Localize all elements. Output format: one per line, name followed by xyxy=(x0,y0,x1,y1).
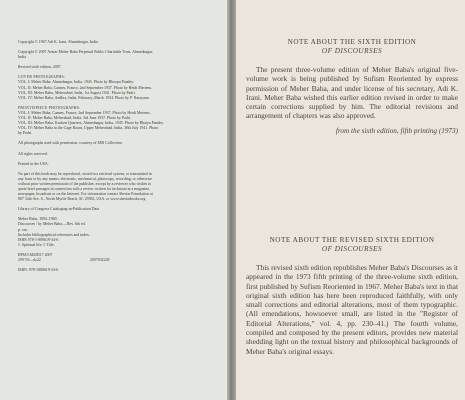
notice-line: without prior written permission of the publisher, except by a reviewer who wishes to xyxy=(18,181,152,186)
cover-photo-item: VOL. IV: Meher Baba, Andhra, India, February–March 1954. Photo by P. Narayana. xyxy=(18,95,150,100)
sixth-edition-note xyxy=(246,38,458,135)
cip-line: Includes bibliographical references and index. xyxy=(18,232,90,237)
section-body: The present three-volume edition of Meher Baba's original five-volume work is being published by Sufism Reoriented by express permission of Meher Baba, and under license of his secretary, Adi K. Irani. Meher Baba wished this earlier edition revised in order to make certain corrections supplied by him. The editorial revisions and arrangement of chapters was also approved. xyxy=(246,65,458,121)
copyright-block xyxy=(18,40,218,273)
copyright-line: Copyright © 1967 Adi K. Irani, Ahmednagar, India xyxy=(18,40,98,44)
copyright-line: Copyright © 2007 Avatar Meher Baba Perpetual Public Charitable Trust, Ahmednagar, xyxy=(18,50,153,55)
permissions-line: All photographs used with permission, courtesy of MSI Collection. xyxy=(18,141,123,146)
section-title: NOTE ABOUT THE SIXTH EDITION OF DISCOURSES xyxy=(287,38,417,55)
notice-line: 807 34th Ave. S., North Myrtle Beach, SC 29582, USA, or www.sheriarbooks.org. xyxy=(18,197,147,202)
copyright-line: India xyxy=(18,55,26,60)
cover-photographs-heading: COVER PHOTOGRAPHS: xyxy=(18,75,66,80)
frontispiece-item: VOL. III: Meher Baba, Kuchen Quarters, Ahmednagar, India, 1945. Photo by Bhaiya Pandey. xyxy=(18,121,164,126)
cip-line: ISBN 978-1-880619-34-6 xyxy=(18,237,59,242)
revised-edition-note xyxy=(246,236,458,356)
lccn: 2007032228 xyxy=(90,258,110,262)
notes-page xyxy=(236,0,465,400)
cover-photo-item: VOL. II: Meher Baba, Cannes, France, 2nd September 1937. Photo by Heidi Mertens. xyxy=(18,85,152,90)
section-source: from the sixth edition, fifth printing (1973) xyxy=(335,126,458,135)
cip-heading: Library of Congress Cataloging-in-Publication Data xyxy=(18,207,100,212)
edition-line: Revised sixth edition, 2007. xyxy=(18,65,62,70)
frontispiece-item: VOL. I: Meher Baba, Cannes, France, 2nd September 1937. Photo by Heidi Mertens. xyxy=(18,110,151,115)
book-gutter xyxy=(227,0,236,400)
cip-line: Discourses / by Meher Baba.—Rev. 6th ed. xyxy=(18,222,86,227)
notice-line: any form or by any means, electronic, mechanical, photocopy, recording, or otherwise xyxy=(18,176,152,181)
cip-line: Meher Baba, 1894–1969. xyxy=(18,217,58,222)
call-number-2: 299'.93—dc22 xyxy=(18,258,41,262)
notice-line: No part of this book may be reproduced, stored in a retrieval system, or transmitted in xyxy=(18,171,152,176)
notice-line: newspaper, broadcast or on the Internet. For information contact Sheriar Foundation at xyxy=(18,192,153,197)
printed-line: Printed in the USA. xyxy=(18,161,49,166)
frontispiece-heading: FRONTISPIECE PHOTOGRAPHS: xyxy=(18,105,81,110)
cip-line: 1. Spiritual life. I. Title. xyxy=(18,242,55,247)
section-body: This revised sixth edition republishes Meher Baba's Discourses as it appeared in the 1973 fifth printing of the three-volume sixth edition, first published by Sufism Reoriented in 1967. Meher Baba's text in that original sixth edition has here been reproduced faithfully, with only small corrections and editorial alterations, most of them typographic. (All emendations, howsoever small, are listed in the "Register of Editorial Alterations," vol. 4, pp. 230–41.) The fourth volume, compiled and composed by the present editors, provides new material shedding light on the textual history and philosophical backgrounds of Meher Baba's original essays. xyxy=(246,263,458,356)
cover-photo-item: VOL. I: Meher Baba, Ahmednagar, India, 1945. Photo by Bhoopa Pandey. xyxy=(18,80,134,85)
frontispiece-item: VOL. II: Meher Baba, Meherabad, India, 3rd June 1937. Photo by Padri. xyxy=(18,116,132,121)
call-number: BP610.M43D17 2007 xyxy=(18,252,53,257)
frontispiece-item: by Padri. xyxy=(18,131,33,136)
cover-photo-item: VOL. III: Meher Baba, Meherabad, India, 1st August 1941. Photo by Padri. xyxy=(18,90,136,95)
isbn-line: ISBN: 978-1880619-34-6 xyxy=(18,268,59,273)
notice-line: quote brief passages in connection with a review written for inclusion in a magazine, xyxy=(18,186,151,191)
cip-line: p. cm. xyxy=(18,227,28,232)
section-title: NOTE ABOUT THE REVISED SIXTH EDITION OF DISCOURSES xyxy=(269,236,435,253)
rights-line: All rights reserved. xyxy=(18,151,48,156)
copyright-page xyxy=(0,0,227,400)
frontispiece-item: VOL. IV: Meher Baba in the Cage Room, Upper Meherabad, India, 30th July 1941. Photo xyxy=(18,126,159,131)
